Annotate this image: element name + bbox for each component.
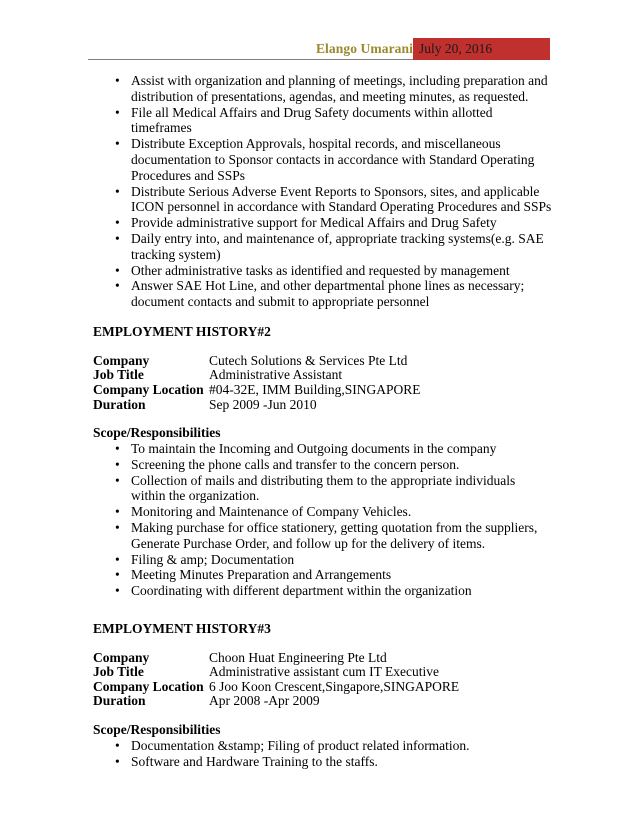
list-item: • Distribute Serious Adverse Event Reports to Sponsors, sites, and applicable ICON personnel in accordance with Standard Operating Procedures and SSPs xyxy=(115,183,552,215)
list-item: • Distribute Exception Approvals, hospital records, and miscellaneous documentation to Sponsor contacts in accordance with Standard Operating Procedures and SSPs xyxy=(115,136,535,183)
duration-label: Duration xyxy=(93,693,146,709)
table-row xyxy=(93,354,421,369)
job-title-label: Job Title xyxy=(93,367,144,383)
table-row xyxy=(93,651,459,666)
company-label: Company xyxy=(93,649,150,665)
company-location-label: Company Location xyxy=(93,381,204,397)
list-item: • Answer SAE Hot Line, and other departmental phone lines as necessary; document contacts and submit to appropriate personnel xyxy=(115,278,525,310)
employment-history-2-details xyxy=(93,354,421,412)
list-item: • Provide administrative support for Medical Affairs and Drug Safety xyxy=(115,215,497,231)
company-location-value: 6 Joo Koon Crescent,Singapore,SINGAPORE xyxy=(209,678,460,694)
scope-responsibilities-title: Scope/Responsibilities xyxy=(93,425,221,441)
company-value: Cutech Solutions & Services Pte Ltd xyxy=(209,352,408,368)
list-item: • Software and Hardware Training to the staffs. xyxy=(115,753,378,769)
company-value: Choon Huat Engineering Pte Ltd xyxy=(209,649,387,665)
history-3-responsibility-list xyxy=(93,738,553,770)
list-item: • To maintain the Incoming and Outgoing documents in the company xyxy=(115,440,497,456)
intro-bullet-list xyxy=(93,73,553,310)
page-header xyxy=(88,38,550,60)
list-item: • Screening the phone calls and transfer to the concern person. xyxy=(115,456,460,472)
header-rule xyxy=(88,59,413,60)
company-location-value: #04-32E, IMM Building,SINGAPORE xyxy=(209,381,421,397)
list-item: • Monitoring and Maintenance of Company Vehicles. xyxy=(115,504,412,520)
table-row xyxy=(93,665,459,680)
list-item: • Coordinating with different department within the organization xyxy=(115,583,472,599)
list-item: • Assist with organization and planning of meetings, including preparation and distribution of presentations, agendas, and meeting minutes, as requested. xyxy=(115,73,548,104)
employment-history-3-details xyxy=(93,651,459,709)
job-title-value: Administrative Assistant xyxy=(209,367,343,383)
company-label: Company xyxy=(93,352,150,368)
list-item: • Making purchase for office stationery, getting quotation from the suppliers, Generate Purchase Order, and follow up for the delivery of items. xyxy=(115,519,538,551)
history-2-responsibility-list xyxy=(93,441,553,599)
job-title-value: Administrative assistant cum IT Executive xyxy=(209,664,439,680)
company-location-label: Company Location xyxy=(93,678,204,694)
job-title-label: Job Title xyxy=(93,664,144,680)
list-item: • Collection of mails and distributing them to the appropriate individuals within the organization. xyxy=(115,472,516,504)
table-row xyxy=(93,368,421,383)
employment-history-3-title: EMPLOYMENT HISTORY#3 xyxy=(93,620,271,636)
employment-history-2-title: EMPLOYMENT HISTORY#2 xyxy=(93,323,271,339)
duration-label: Duration xyxy=(93,396,146,412)
table-row xyxy=(93,694,459,709)
scope-responsibilities-title: Scope/Responsibilities xyxy=(93,722,221,738)
document-body xyxy=(93,73,553,769)
header-date: July 20, 2016 xyxy=(413,38,550,60)
table-row xyxy=(93,383,421,398)
list-item: • Other administrative tasks as identified and requested by management xyxy=(115,262,510,278)
list-item: • Documentation &stamp; Filing of product related information. xyxy=(115,737,470,753)
header-author-name: Elango Umarani xyxy=(315,41,413,56)
duration-value: Apr 2008 -Apr 2009 xyxy=(209,693,320,709)
list-item: • File all Medical Affairs and Drug Safety documents within allotted timeframes xyxy=(115,104,493,136)
duration-value: Sep 2009 -Jun 2010 xyxy=(209,396,317,412)
list-item: • Filing & amp; Documentation xyxy=(115,551,295,567)
list-item: • Daily entry into, and maintenance of, appropriate tracking systems(e.g. SAE tracking system) xyxy=(115,230,544,262)
list-item: • Meeting Minutes Preparation and Arrangements xyxy=(115,567,392,583)
table-row xyxy=(93,680,459,695)
table-row xyxy=(93,398,421,413)
